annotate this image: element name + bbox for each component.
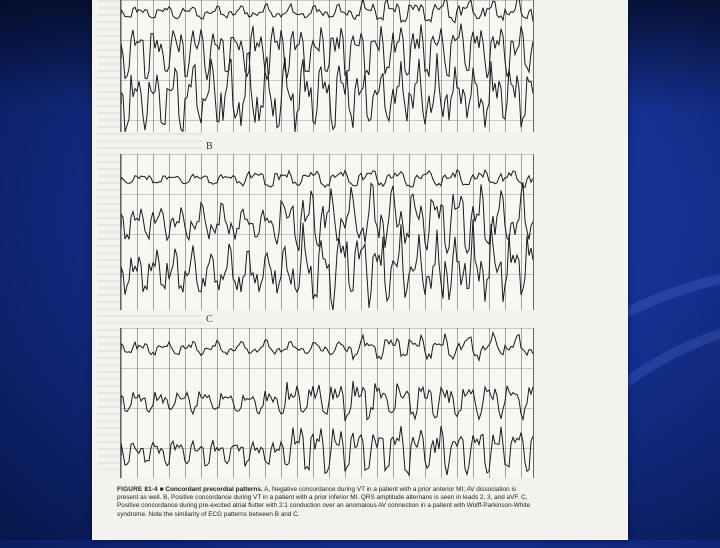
ecg-tracing-a xyxy=(121,0,533,132)
ecg-tracing-c xyxy=(121,328,533,478)
ecg-tracing-b xyxy=(121,154,533,310)
ecg-lead-trace xyxy=(121,53,533,132)
ecg-lead-trace xyxy=(121,182,533,253)
ecg-lead-trace xyxy=(121,24,533,80)
figure-title: Concordant precordial patterns. xyxy=(165,486,263,493)
ecg-panel-c xyxy=(120,328,534,478)
ecg-lead-trace xyxy=(121,381,533,421)
ecg-lead-trace xyxy=(121,170,533,187)
ecg-lead-trace xyxy=(121,426,533,475)
panel-label-c: C xyxy=(206,314,213,325)
ecg-lead-trace xyxy=(121,219,533,310)
ecg-lead-trace xyxy=(121,0,533,23)
caption-bullet: ■ xyxy=(159,486,164,493)
figure-caption xyxy=(117,486,535,519)
ecg-lead-trace xyxy=(121,333,533,361)
caption-text: A, Negative concordance during VT in a patient with a prior anterior MI; AV dissociation is present as well. B, Positive concordance during VT in a patient with a prior inferior MI. QRS amplitude alternans is seen in leads 2, 3, and aVF. C, Positive concordance during pre-excited atrial flutter with 2:1 conduction over an anomalous AV connection in a patient with Wolff-Parkinson-White syndrome. Note the similarity of ECG patterns between B and C. xyxy=(117,486,531,518)
ecg-panel-b xyxy=(120,154,534,310)
figure-label: FIGURE 81-4 xyxy=(117,486,158,493)
panel-label-b: B xyxy=(206,141,213,152)
ecg-panel-a xyxy=(120,0,534,132)
